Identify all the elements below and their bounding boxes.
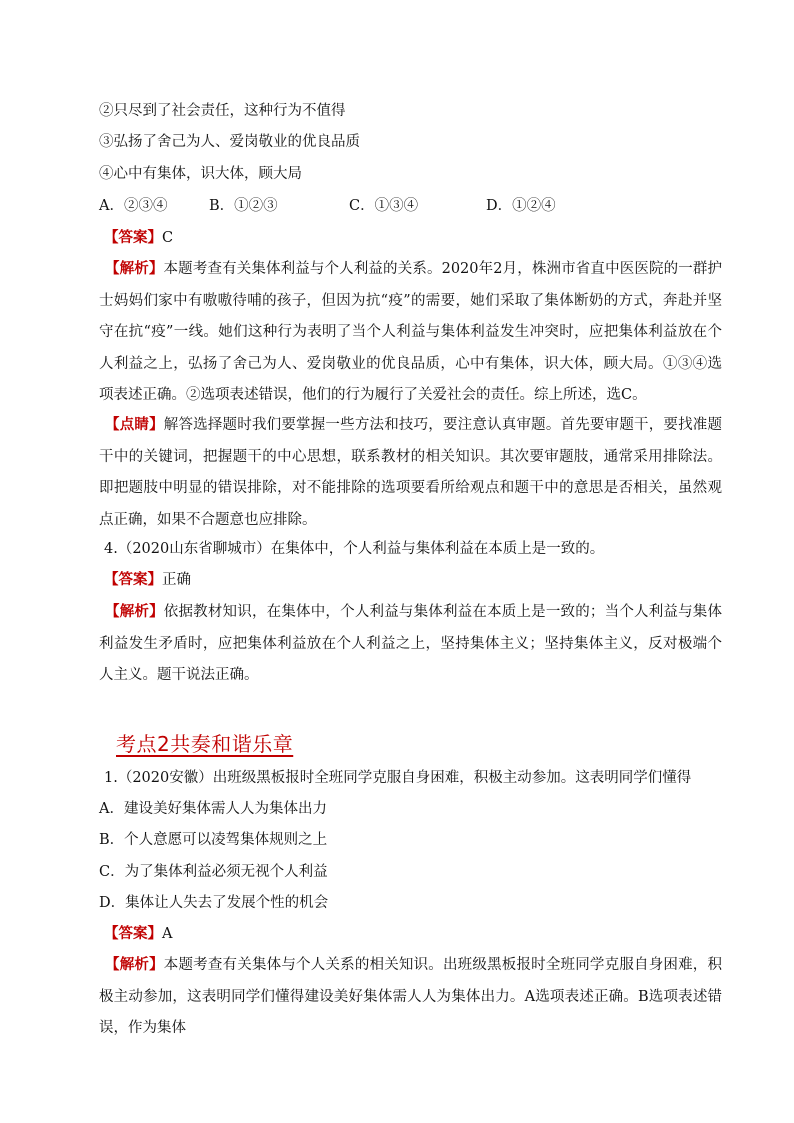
q3-choice-b: B．①②③ xyxy=(209,198,278,214)
answer-tag: 【答案】 xyxy=(104,571,162,588)
q3-choices xyxy=(99,196,556,216)
s2q1-choice-d: D．集体让人失去了发展个性的机会 xyxy=(99,895,329,911)
tip-tag: 【点睛】 xyxy=(105,416,164,433)
answer-value: C xyxy=(162,230,174,246)
s2q1-choice-a: A．建设美好集体需人人为集体出力 xyxy=(99,801,327,817)
analysis-tag: 【解析】 xyxy=(105,603,164,620)
analysis-tag: 【解析】 xyxy=(105,956,164,973)
q3-tip xyxy=(99,409,722,536)
q3-choice-a: A．②③④ xyxy=(99,198,168,214)
q3-analysis xyxy=(99,253,722,412)
answer-value: A xyxy=(162,926,173,942)
s2q1-answer xyxy=(104,924,172,944)
q3-option-4: ④心中有集体，识大体，顾大局 xyxy=(99,166,302,182)
section-heading: 考点2共奏和谐乐章 xyxy=(116,732,294,756)
analysis-text: 本题考查有关集体利益与个人利益的关系。2020年2月，株洲市省直中医医院的一群护士妈妈们家中有嗷嗷待哺的孩子，但因为抗“疫”的需要，她们采取了集体断奶的方式，奔赴并坚守在抗“疫”一线。她们这种行为表明了当个人利益与集体利益发生冲突时，应把集体利益放在个人利益之上，弘扬了舍己为人、爱岗敬业的优良品质，心中有集体，识大体，顾大局。①③④选项表述正确。②选项表述错误，他们的行为履行了关爱社会的责任。综上所述，选C。 xyxy=(99,261,723,403)
s2q1-choice-c: C．为了集体利益必须无视个人利益 xyxy=(99,864,328,880)
analysis-tag: 【解析】 xyxy=(105,260,164,277)
q3-option-2: ②只尽到了社会责任，这种行为不值得 xyxy=(99,103,346,119)
s2q1-stem: 1.（2020安徽）出班级黑板报时全班同学克服自身困难，积极主动参加。这表明同学们懂得 xyxy=(104,770,692,786)
tip-text: 解答选择题时我们要掌握一些方法和技巧，要注意认真审题。首先要审题干，要找准题干中的关键词，把握题干的中心思想，联系教材的相关知识。其次要审题肢，通常采用排除法。即把题肢中明显的错误排除，对不能排除的选项要看所给观点和题干中的意思是否相关，虽然观点正确，如果不合题意也应排除。 xyxy=(99,417,722,528)
s2q1-analysis xyxy=(99,949,722,1045)
q4-stem: 4.（2020山东省聊城市）在集体中，个人利益与集体利益在本质上是一致的。 xyxy=(104,541,605,557)
q3-choice-c: C．①③④ xyxy=(349,198,419,214)
q3-option-3: ③弘扬了舍己为人、爱岗敬业的优良品质 xyxy=(99,134,360,150)
s2q1-choice-b: B．个人意愿可以凌驾集体规则之上 xyxy=(99,832,328,848)
q3-answer xyxy=(104,228,173,248)
answer-value: 正确 xyxy=(162,572,191,588)
analysis-text: 本题考查有关集体与个人关系的相关知识。出班级黑板报时全班同学克服自身困难，积极主动参加，这表明同学们懂得建设美好集体需人人为集体出力。A选项表述正确。B选项表述错误，作为集体 xyxy=(99,957,722,1036)
analysis-text: 依据教材知识，在集体中，个人利益与集体利益在本质上是一致的；当个人利益与集体利益发生矛盾时，应把集体利益放在个人利益之上，坚持集体主义；坚持集体主义，反对极端个人主义。题干说法正确。 xyxy=(99,604,722,683)
q3-choice-d: D．①②④ xyxy=(486,198,556,214)
q4-analysis xyxy=(99,596,722,692)
answer-tag: 【答案】 xyxy=(104,229,162,246)
answer-tag: 【答案】 xyxy=(104,925,162,942)
q4-answer xyxy=(104,570,191,590)
